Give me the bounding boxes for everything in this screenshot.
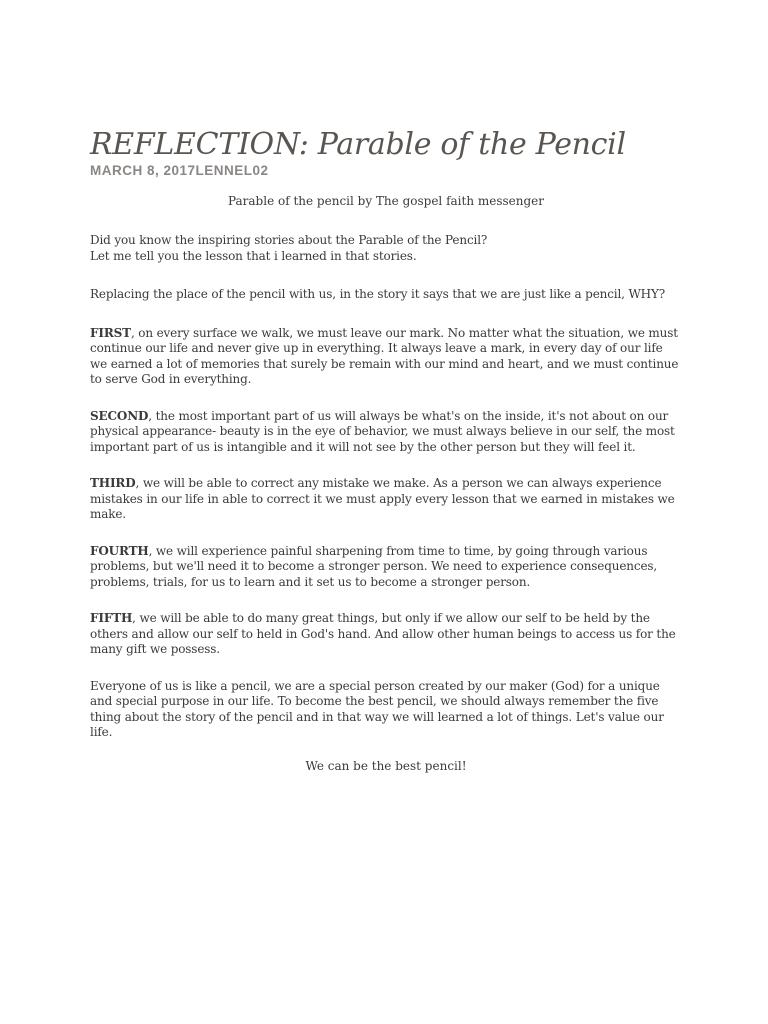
article-subtitle: Parable of the pencil by The gospel faith messenger — [227, 194, 545, 208]
second-lead: SECOND — [90, 408, 149, 423]
post-date[interactable]: MARCH 8, 2017 — [90, 163, 196, 178]
closing-line: We can be the best pencil! — [305, 758, 467, 773]
post-author[interactable]: LENNEL02 — [195, 163, 269, 178]
fourth-paragraph — [90, 544, 682, 591]
third-lead: THIRD — [90, 476, 136, 490]
fourth-text: , we will experience painful sharpening from time to time, by going through various problems, but we'll need it to become a stronger person. We need to experience consequences, problems, trials, for us to learn and it set us to become a stronger person. — [90, 543, 658, 589]
first-lead: FIRST — [90, 325, 131, 340]
fifth-text: , we will be able to do many great things, but only if we allow our self to be held by the others and allow our self to held in God's hand. And allow other human beings to access us for the many gift we possess. — [90, 611, 676, 656]
fifth-paragraph — [90, 611, 682, 658]
intro-paragraph — [90, 233, 682, 264]
fourth-lead: FOURTH — [90, 543, 149, 558]
second-text: , the most important part of us will always be what's on the inside, it's not about on our physical appearance- beauty is in the eye of behavior, we must always believe in our self, the most important part of us is intangible and it will not see by the other person but they will feel it. — [90, 408, 675, 454]
post-meta — [90, 162, 682, 180]
fifth-lead: FIFTH — [90, 611, 133, 625]
conclusion-paragraph: Everyone of us is like a pencil, we are a special person created by our maker (God) for a unique and special purpose in our life. To become the best pencil, we should always remember the five thing about the story of the pencil and in that way we will learned a lot of things. Let's value our life. — [90, 678, 664, 739]
second-paragraph — [90, 409, 682, 456]
third-paragraph — [90, 476, 682, 523]
first-paragraph — [90, 326, 682, 388]
page-title: REFLECTION: Parable of the Pencil — [90, 127, 626, 162]
article — [90, 126, 682, 786]
third-text: , we will be able to correct any mistake we make. As a person we can always experience mistakes in our life in able to correct it we must apply every lesson that we earned in mistakes we make. — [90, 476, 675, 521]
intro-line-2: Let me tell you the lesson that i learned in that stories. — [90, 248, 417, 263]
intro-line-1: Did you know the inspiring stories about the Parable of the Pencil? — [90, 233, 488, 247]
first-text: , on every surface we walk, we must leave our mark. No matter what the situation, we must continue our life and never give up in everything. It always leave a mark, in every day of our life we earned a lot of memories that surely be remain with our mind and heart, and we must continue to serve God in everything. — [90, 325, 679, 386]
replacing-paragraph: Replacing the place of the pencil with us, in the story it says that we are just like a pencil, WHY? — [90, 287, 666, 301]
